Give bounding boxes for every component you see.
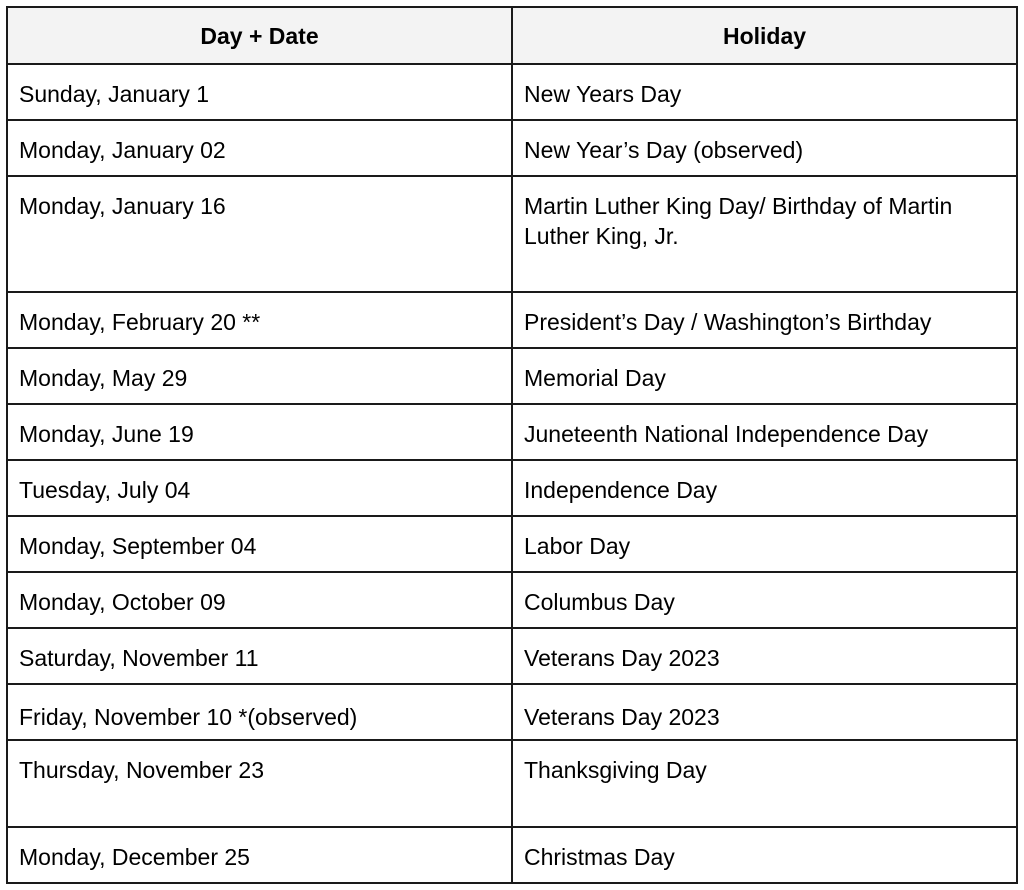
- holiday-cell: Independence Day: [512, 460, 1017, 516]
- column-header-holiday: Holiday: [512, 7, 1017, 64]
- table-row: [7, 572, 1017, 628]
- holiday-cell: Veterans Day 2023: [512, 684, 1017, 740]
- table-row: [7, 827, 1017, 883]
- date-cell: Monday, January 16: [7, 176, 512, 292]
- holiday-cell: New Year’s Day (observed): [512, 120, 1017, 176]
- date-cell: Monday, October 09: [7, 572, 512, 628]
- holiday-cell: Columbus Day: [512, 572, 1017, 628]
- date-cell: Thursday, November 23: [7, 740, 512, 827]
- holiday-cell: Thanksgiving Day: [512, 740, 1017, 827]
- table-row: [7, 176, 1017, 292]
- date-cell: Monday, June 19: [7, 404, 512, 460]
- date-cell: Monday, December 25: [7, 827, 512, 883]
- date-cell: Monday, February 20 **: [7, 292, 512, 348]
- table-row: [7, 348, 1017, 404]
- table-row: [7, 292, 1017, 348]
- holiday-cell: Memorial Day: [512, 348, 1017, 404]
- table-header-row: [7, 7, 1017, 64]
- holiday-cell: Labor Day: [512, 516, 1017, 572]
- column-header-day-date: Day + Date: [7, 7, 512, 64]
- table-row: [7, 740, 1017, 827]
- holiday-table: [6, 6, 1018, 884]
- table-row: [7, 628, 1017, 684]
- table-row: [7, 404, 1017, 460]
- date-cell: Tuesday, July 04: [7, 460, 512, 516]
- date-cell: Friday, November 10 *(observed): [7, 684, 512, 740]
- holiday-cell: President’s Day / Washington’s Birthday: [512, 292, 1017, 348]
- holiday-cell: Veterans Day 2023: [512, 628, 1017, 684]
- holiday-cell: Christmas Day: [512, 827, 1017, 883]
- date-cell: Saturday, November 11: [7, 628, 512, 684]
- table-row: [7, 64, 1017, 120]
- date-cell: Monday, May 29: [7, 348, 512, 404]
- table-row: [7, 516, 1017, 572]
- table-row: [7, 460, 1017, 516]
- date-cell: Sunday, January 1: [7, 64, 512, 120]
- date-cell: Monday, September 04: [7, 516, 512, 572]
- holiday-cell: New Years Day: [512, 64, 1017, 120]
- holiday-cell: Martin Luther King Day/ Birthday of Martin Luther King, Jr.: [512, 176, 1017, 292]
- date-cell: Monday, January 02: [7, 120, 512, 176]
- table-row: [7, 120, 1017, 176]
- table-row: [7, 684, 1017, 740]
- holiday-cell: Juneteenth National Independence Day: [512, 404, 1017, 460]
